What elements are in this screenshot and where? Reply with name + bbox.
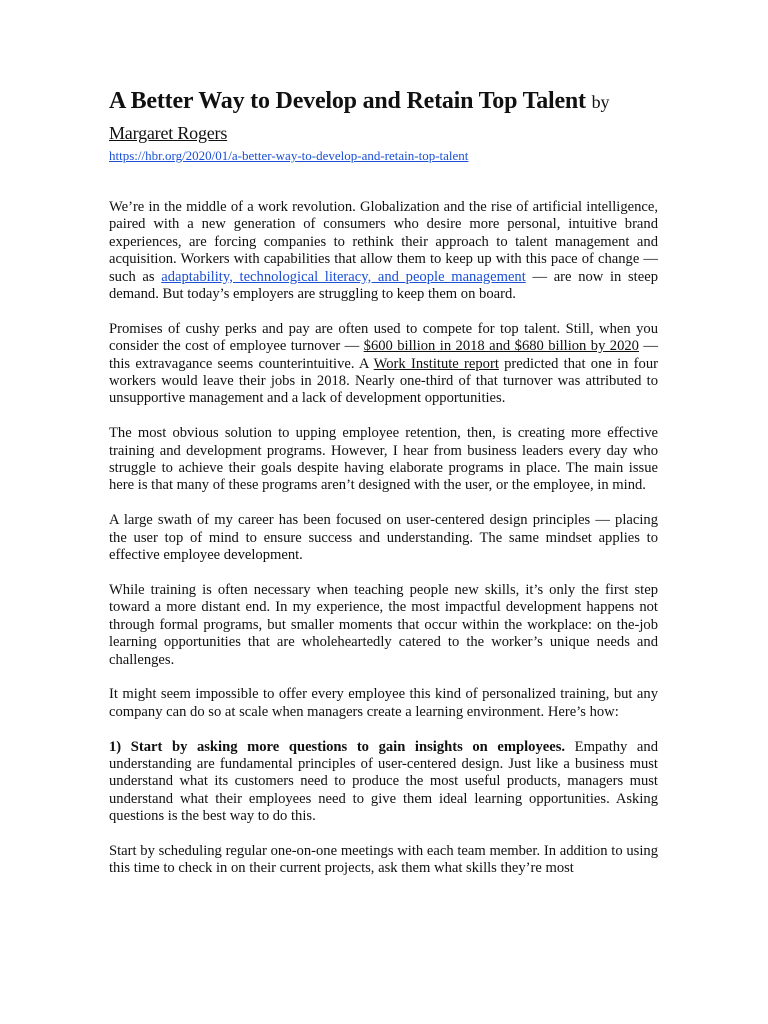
paragraph-1-text-before: We’re in the middle of a work revolution. Globalization and the rise of artificial intelligence, paired with a new generation of consumers who desire more personal, intuitive brand experiences, are forcing companies to rethink their approach to talent management and acquisition. Workers with capabilities that allow them to keep up with this pace of change — such as xyxy=(109,199,658,285)
byline-prefix: by xyxy=(591,92,610,112)
paragraph-3: The most obvious solution to upping employee retention, then, is creating more effective training and development programs. However, I hear from business leaders every day who struggle to achieve their goals despite having elaborate programs in place. The main issue here is that many of these programs aren’t designed with the user, or the employee, in mind. xyxy=(109,425,658,494)
paragraph-8: Start by scheduling regular one-on-one meetings with each team member. In addition to using this time to check in on their current projects, ask them what skills they’re most xyxy=(109,842,658,877)
paragraph-1 xyxy=(109,199,658,303)
article-url-link[interactable]: https://hbr.org/2020/01/a-better-way-to-develop-and-retain-top-talent xyxy=(109,148,469,163)
article-title xyxy=(109,86,658,148)
turnover-cost-link[interactable]: $600 billion in 2018 and $680 billion by 2020 xyxy=(363,338,639,355)
paragraph-6: It might seem impossible to offer every employee this kind of personalized training, but any company can do so at scale when managers create a learning environment. Here’s how: xyxy=(109,686,658,720)
section-1-heading: 1) Start by asking more questions to gain insights on employees. xyxy=(109,738,566,755)
skills-link[interactable]: adaptability, technological literacy, and people management xyxy=(161,268,526,285)
paragraph-2-text-before: Promises of cushy perks and pay are often used to compete for top talent. Still, when you consider the cost of employee turnover — xyxy=(109,320,658,355)
article-title-text: A Better Way to Develop and Retain Top Talent xyxy=(109,88,586,114)
paragraph-7-text: Empathy and understanding are fundamental principles of user-centered design. Just like a business must understand what its customers need to produce the most useful products, managers must understand what their employees need to give them ideal learning opportunities. Asking questions is the best way to do this. xyxy=(109,738,659,825)
paragraph-5: While training is often necessary when teaching people new skills, it’s only the first step toward a more distant end. In my experience, the most impactful development happens not through formal programs, but smaller moments that occur within the workplace: on the-job learning opportunities that are wholeheartedly catered to the worker’s unique needs and challenges. xyxy=(109,581,658,668)
work-institute-report-link[interactable]: Work Institute report xyxy=(373,355,499,372)
paragraph-4: A large swath of my career has been focused on user-centered design principles — placing the user top of mind to ensure success and understanding. The same mindset applies to effective employee development. xyxy=(109,512,658,564)
article-body xyxy=(109,199,658,878)
paragraph-2-text-middle: — this extravagance seems counterintuitive. A xyxy=(109,338,658,372)
paragraph-2 xyxy=(109,321,658,408)
author-link[interactable]: Margaret Rogers xyxy=(109,123,228,143)
paragraph-1-text-after: — are now in steep demand. But today’s employers are struggling to keep them on board. xyxy=(109,268,658,303)
paragraph-2-text-after: predicted that one in four workers would leave their jobs in 2018. Nearly one-third of that turnover was attributed to unsupportive management and a lack of development opportunities. xyxy=(109,355,658,407)
document-page xyxy=(109,86,658,895)
paragraph-7 xyxy=(109,739,658,826)
